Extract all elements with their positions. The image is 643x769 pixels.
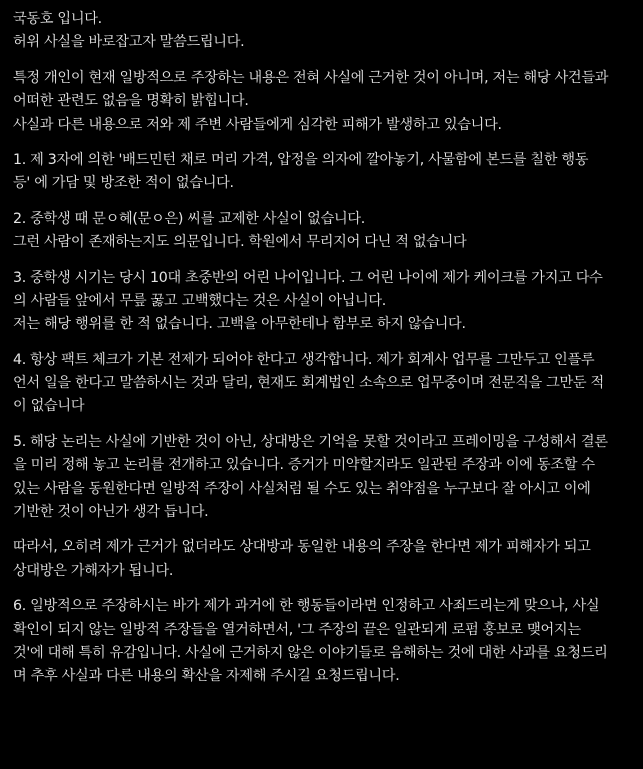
conclusion-line: 따라서, 오히려 제가 근거가 없더라도 상대방과 동일한 내용의 주장을 한다면 제가 피해자가 되고	[13, 539, 591, 556]
item-5-line: 5. 해당 논리는 사실에 기반한 것이 아닌, 상대방은 기억을 못할 것이라고 프레이밍을 구성해서 결론	[13, 433, 608, 450]
item-6-paragraph	[13, 595, 639, 689]
conclusion-line: 상대방은 가해자가 됩니다.	[13, 562, 174, 579]
item-4-line: 이 없습니다	[13, 398, 85, 415]
item-3-paragraph	[13, 267, 639, 337]
item-6-line: 확인이 되지 않는 일방적 주장들을 열거하면서, '그 주장의 끝은 일관되게 로펌 홍보로 맺어지는	[13, 621, 581, 638]
item-5-line: 있는 사람을 동원한다면 일방적 주장이 사실처럼 될 수도 있는 취약점을 누구보다 잘 아시고 이에	[13, 480, 591, 497]
purpose-line: 허위 사실을 바로잡고자 말씀드립니다.	[13, 34, 245, 51]
item-4-line: 4. 항상 팩트 체크가 기본 전제가 되어야 한다고 생각합니다. 제가 회계사 업무를 그만두고 인플루	[13, 351, 595, 368]
author-line: 국동호 입니다.	[13, 11, 102, 27]
item-5-line: 을 미리 정해 놓고 논리를 전개하고 있습니다. 증거가 미약할지라도 일관된 주장과 이에 동조할 수	[13, 457, 595, 474]
item-3-line: 3. 중학생 시기는 당시 10대 초중반의 어린 나이입니다. 그 어린 나이에 제가 케이크를 가지고 다수	[13, 269, 603, 286]
item-2-paragraph	[13, 208, 639, 255]
item-4-line: 언서 일을 한다고 말씀하시는 것과 달리, 현재도 회계법인 소속으로 업무중이며 전문직을 그만둔 적	[13, 375, 604, 392]
intro-paragraph	[13, 67, 639, 137]
item-4-paragraph	[13, 349, 639, 419]
intro-line: 사실과 다른 내용으로 저와 제 주변 사람들에게 심각한 피해가 발생하고 있습니다.	[13, 116, 502, 133]
item-3-line: 의 사람들 앞에서 무릎 꿇고 고백했다는 것은 사실이 아닙니다.	[13, 292, 387, 309]
item-5-line: 기반한 것이 아닌가 생각 듭니다.	[13, 504, 209, 521]
item-2-line: 그런 사람이 존재하는지도 의문입니다. 학원에서 무리지어 다닌 적 없습니다	[13, 234, 467, 251]
item-1-line: 1. 제 3자에 의한 '배드민턴 채로 머리 가격, 압정을 의자에 깔아놓기, 사물함에 본드를 칠한 행동	[13, 151, 589, 168]
item-2-line: 2. 중학생 때 문ㅇ혜(문ㅇ은) 씨를 교제한 사실이 없습니다.	[13, 210, 365, 227]
item-3-line: 저는 해당 행위를 한 적 없습니다. 고백을 아무한테나 함부로 하지 않습니다.	[13, 316, 466, 333]
item-6-line: 것'에 대해 특히 유감입니다. 사실에 근거하지 않은 이야기들로 음해하는 것에 대한 사과를 요청드리	[13, 644, 608, 661]
item-1-line: 등' 에 가담 및 방조한 적이 없습니다.	[13, 175, 234, 192]
item-5-paragraph	[13, 431, 639, 525]
conclusion-paragraph	[13, 536, 639, 583]
intro-line: 특정 개인이 현재 일방적으로 주장하는 내용은 전혀 사실에 근거한 것이 아니며, 저는 해당 사건들과	[13, 69, 609, 86]
item-6-line: 며 추후 사실과 다른 내용의 확산을 자제해 주시길 요청드립니다.	[13, 668, 400, 685]
item-6-line: 6. 일방적으로 주장하시는 바가 제가 과거에 한 행동들이라면 인정하고 사죄드리는게 맞으나, 사실	[13, 598, 600, 615]
item-1-paragraph	[13, 149, 639, 196]
intro-line: 어떠한 관련도 없음을 명확히 밝힙니다.	[13, 93, 249, 110]
header-block	[13, 8, 639, 55]
statement-document	[13, 8, 639, 689]
